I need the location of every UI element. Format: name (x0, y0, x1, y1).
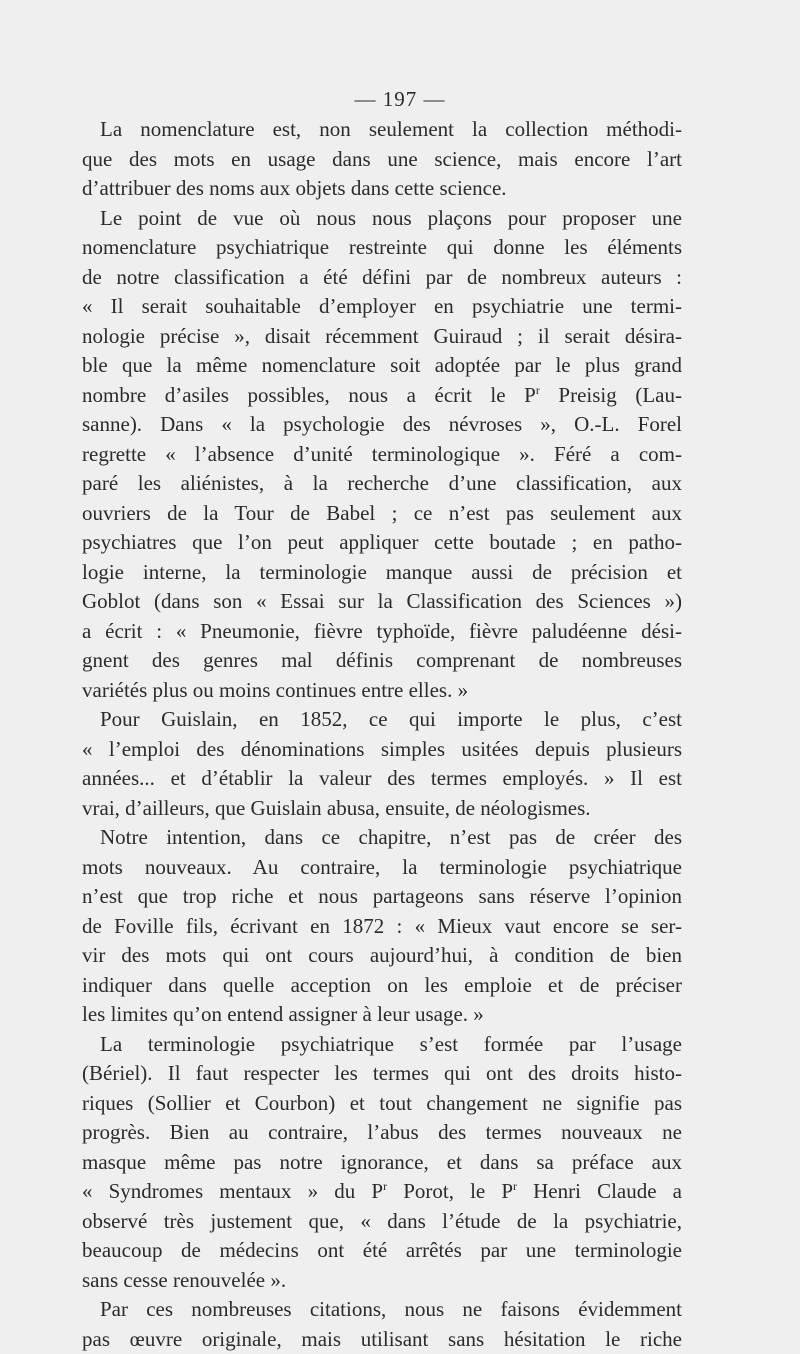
text-line: nomenclature psychiatrique restreinte qui donne les éléments (82, 233, 682, 263)
text-line: années... et d’établir la valeur des termes employés. » Il est (82, 764, 682, 794)
paragraph (82, 823, 682, 1030)
text-line: sanne). Dans « la psychologie des névroses », O.-L. Forel (82, 410, 682, 440)
text-line: Par ces nombreuses citations, nous ne faisons évidemment (82, 1295, 682, 1325)
text-line: riques (Sollier et Courbon) et tout changement ne signifie pas (82, 1089, 682, 1119)
paragraph (82, 1030, 682, 1296)
text-line: gnent des genres mal définis comprenant de nombreuses (82, 646, 682, 676)
text-line: masque même pas notre ignorance, et dans sa préface aux (82, 1148, 682, 1178)
text-line: La nomenclature est, non seulement la collection méthodi- (82, 115, 682, 145)
text-line: progrès. Bien au contraire, l’abus des termes nouveaux ne (82, 1118, 682, 1148)
text-line: Pour Guislain, en 1852, ce qui importe le plus, c’est (82, 705, 682, 735)
text-line: sans cesse renouvelée ». (82, 1266, 682, 1296)
text-line: variétés plus ou moins continues entre elles. » (82, 676, 682, 706)
paragraph (82, 705, 682, 823)
text-line: de Foville fils, écrivant en 1872 : « Mieux vaut encore se ser- (82, 912, 682, 942)
text-line: psychiatres que l’on peut appliquer cette boutade ; en patho- (82, 528, 682, 558)
text-line: beaucoup de médecins ont été arrêtés par une terminologie (82, 1236, 682, 1266)
text-line: indiquer dans quelle acception on les emploie et de préciser (82, 971, 682, 1001)
text-line: Notre intention, dans ce chapitre, n’est pas de créer des (82, 823, 682, 853)
text-line: La terminologie psychiatrique s’est formée par l’usage (82, 1030, 682, 1060)
paragraph (82, 204, 682, 706)
text-line: a écrit : « Pneumonie, fièvre typhoïde, fièvre paludéenne dési- (82, 617, 682, 647)
text-line: (Bériel). Il faut respecter les termes qui ont des droits histo- (82, 1059, 682, 1089)
text-line: Le point de vue où nous nous plaçons pour proposer une (82, 204, 682, 234)
paragraph (82, 1295, 682, 1354)
text-line: nombre d’asiles possibles, nous a écrit le $P^r$ Preisig (Lau- (82, 381, 682, 411)
text-line: paré les aliénistes, à la recherche d’une classification, aux (82, 469, 682, 499)
text-line: n’est que trop riche et nous partageons sans réserve l’opinion (82, 882, 682, 912)
text-line: les limites qu’on entend assigner à leur usage. » (82, 1000, 682, 1030)
text-line: pas œuvre originale, mais utilisant sans hésitation le riche (82, 1325, 682, 1354)
body-text (82, 115, 682, 1354)
text-line: mots nouveaux. Au contraire, la terminologie psychiatrique (82, 853, 682, 883)
text-line: regrette « l’absence d’unité terminologique ». Féré a com- (82, 440, 682, 470)
text-line: ble que la même nomenclature soit adoptée par le plus grand (82, 351, 682, 381)
text-line: « Il serait souhaitable d’employer en psychiatrie une termi- (82, 292, 682, 322)
text-line: vir des mots qui ont cours aujourd’hui, à condition de bien (82, 941, 682, 971)
text-line: logie interne, la terminologie manque aussi de précision et (82, 558, 682, 588)
text-line: « l’emploi des dénominations simples usitées depuis plusieurs (82, 735, 682, 765)
text-line: vrai, d’ailleurs, que Guislain abusa, ensuite, de néologismes. (82, 794, 682, 824)
text-line: ouvriers de la Tour de Babel ; ce n’est pas seulement aux (82, 499, 682, 529)
text-line: « Syndromes mentaux » du $P^r$ Porot, le $P^r$ Henri Claude a (82, 1177, 682, 1207)
paragraph (82, 115, 682, 204)
page-number: — 197 — (0, 85, 800, 113)
text-line: observé très justement que, « dans l’étude de la psychiatrie, (82, 1207, 682, 1237)
text-line: de notre classification a été défini par de nombreux auteurs : (82, 263, 682, 293)
text-line: que des mots en usage dans une science, mais encore l’art (82, 145, 682, 175)
text-line: nologie précise », disait récemment Guiraud ; il serait désira- (82, 322, 682, 352)
text-line: d’attribuer des noms aux objets dans cette science. (82, 174, 682, 204)
text-line: Goblot (dans son « Essai sur la Classification des Sciences ») (82, 587, 682, 617)
